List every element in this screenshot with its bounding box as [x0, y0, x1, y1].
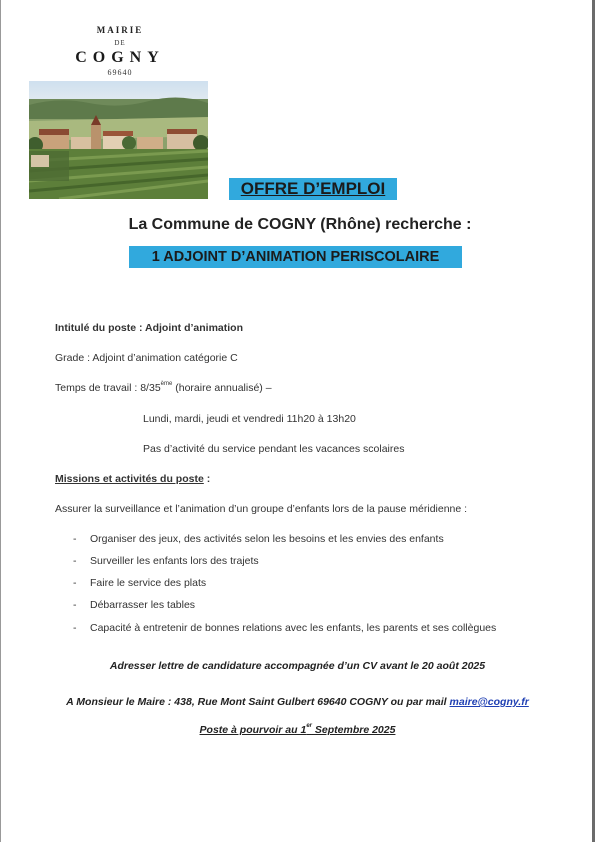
commune-subtitle: La Commune de COGNY (Rhône) recherche :	[128, 216, 472, 233]
start-date-rest: Septembre 2025	[311, 724, 396, 736]
missions-heading-text: Missions et activités du poste	[55, 473, 204, 485]
address-text: A Monsieur le Maire : 438, Rue Mont Saint Gulbert 69640 COGNY ou par mail	[66, 696, 450, 708]
grade-line	[55, 352, 238, 364]
list-item: Débarrasser les tables	[90, 599, 196, 611]
missions-heading	[55, 473, 210, 485]
email-link[interactable]: maire@cogny.fr	[449, 696, 529, 708]
list-bullet: -	[73, 599, 77, 611]
list-bullet: -	[73, 577, 77, 589]
application-deadline: Adresser lettre de candidature accompagnée d’un CV avant le 20 août 2025	[109, 660, 486, 672]
job-offer-title: OFFRE D’EMPLOI	[229, 178, 397, 200]
job-title-line: Intitulé du poste : Adjoint d’animation	[55, 322, 244, 334]
working-time-line	[55, 382, 272, 394]
holiday-line: Pas d’activité du service pendant les vacances scolaires	[143, 443, 405, 455]
list-item: Organiser des jeux, des activités selon les besoins et les envies des enfants	[90, 533, 444, 545]
village-photo	[29, 81, 208, 199]
position-banner: 1 ADJOINT D’ANIMATION PERISCOLAIRE	[129, 246, 462, 268]
list-item: Faire le service des plats	[90, 577, 207, 589]
list-item: Surveiller les enfants lors des trajets	[90, 555, 259, 567]
list-bullet: -	[73, 555, 77, 567]
working-time-fraction: 8/35	[140, 382, 161, 394]
address-line	[40, 696, 555, 708]
scan-edge-left	[0, 0, 1, 842]
start-date-line	[40, 724, 555, 736]
missions-heading-colon: :	[203, 473, 211, 485]
mairie-label: MAIRIE	[96, 25, 144, 35]
town-name: COGNY	[75, 49, 165, 66]
list-item: Capacité à entretenir de bonnes relations avec les enfants, les parents et ses collègues	[90, 622, 497, 634]
list-bullet: -	[73, 533, 77, 545]
schedule-line: Lundi, mardi, jeudi et vendredi 11h20 à 13h20	[143, 413, 356, 425]
list-bullet: -	[73, 622, 77, 634]
grade-label: Grade :	[55, 352, 91, 364]
missions-intro: Assurer la surveillance et l’animation d’un groupe d’enfants lors de la pause méridienne :	[55, 503, 468, 515]
grade-value: Adjoint d’animation catégorie C	[92, 352, 238, 364]
start-date-text: Poste à pourvoir au 1	[199, 724, 307, 736]
working-time-note: (horaire annualisé) –	[175, 382, 272, 394]
mairie-de-label: DE	[114, 39, 126, 47]
start-date-sup: er	[306, 723, 312, 729]
town-postcode: 69640	[107, 68, 133, 77]
working-time-label: Temps de travail :	[55, 382, 138, 394]
working-time-sup: ème	[160, 381, 173, 387]
